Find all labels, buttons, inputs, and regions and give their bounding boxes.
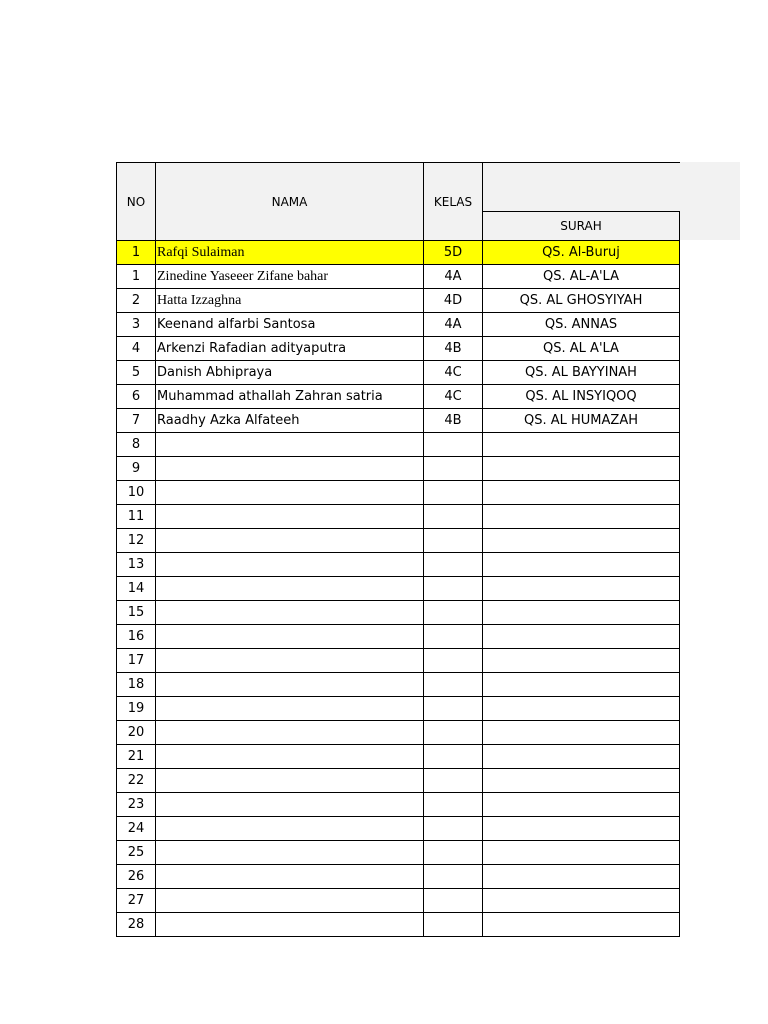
cell-surah[interactable] (483, 505, 680, 529)
cell-nama[interactable]: Muhammad athallah Zahran satria (156, 385, 424, 409)
cell-no[interactable]: 11 (117, 505, 156, 529)
cell-nama[interactable]: Danish Abhipraya (156, 361, 424, 385)
table-row (117, 601, 680, 625)
cell-surah[interactable]: QS. Al-Buruj (483, 241, 680, 265)
cell-kelas[interactable] (424, 817, 483, 841)
cell-kelas[interactable] (424, 505, 483, 529)
cell-no[interactable]: 17 (117, 649, 156, 673)
cell-surah[interactable] (483, 553, 680, 577)
table-row (117, 817, 680, 841)
cell-no[interactable]: 5 (117, 361, 156, 385)
cell-nama[interactable] (156, 913, 424, 937)
cell-surah[interactable] (483, 697, 680, 721)
student-table (116, 162, 680, 937)
cell-no[interactable]: 23 (117, 793, 156, 817)
table-row (117, 505, 680, 529)
cell-nama[interactable] (156, 553, 424, 577)
cell-nama[interactable]: Hatta Izzaghna (156, 289, 424, 313)
header-no[interactable]: NO (117, 163, 156, 241)
cell-nama[interactable] (156, 505, 424, 529)
cell-surah[interactable] (483, 769, 680, 793)
cell-no[interactable]: 27 (117, 889, 156, 913)
table-row (117, 673, 680, 697)
cell-surah[interactable] (483, 841, 680, 865)
table-row (117, 433, 680, 457)
table-row (117, 409, 680, 433)
table-row (117, 889, 680, 913)
cell-surah[interactable]: QS. AL-A'LA (483, 265, 680, 289)
cell-kelas[interactable]: 4B (424, 409, 483, 433)
table-row (117, 841, 680, 865)
table-row (117, 241, 680, 265)
table-row (117, 361, 680, 385)
table-row (117, 577, 680, 601)
cell-no[interactable]: 22 (117, 769, 156, 793)
header-kelas[interactable]: KELAS (424, 163, 483, 241)
cell-no[interactable]: 21 (117, 745, 156, 769)
cell-kelas[interactable] (424, 529, 483, 553)
cell-surah[interactable] (483, 745, 680, 769)
cell-kelas[interactable]: 5D (424, 241, 483, 265)
cell-surah[interactable]: QS. AL BAYYINAH (483, 361, 680, 385)
cell-no[interactable]: 10 (117, 481, 156, 505)
cell-nama[interactable] (156, 841, 424, 865)
cell-kelas[interactable]: 4B (424, 337, 483, 361)
cell-surah[interactable] (483, 577, 680, 601)
cell-nama[interactable] (156, 697, 424, 721)
header-nama[interactable]: NAMA (156, 163, 424, 241)
cell-nama[interactable] (156, 457, 424, 481)
cell-kelas[interactable] (424, 769, 483, 793)
table-row (117, 769, 680, 793)
cell-kelas[interactable] (424, 457, 483, 481)
table-row (117, 745, 680, 769)
cell-surah[interactable]: QS. AL GHOSYIYAH (483, 289, 680, 313)
table-row (117, 625, 680, 649)
cell-no[interactable]: 28 (117, 913, 156, 937)
header-surah[interactable]: SURAH (483, 212, 680, 241)
cell-nama[interactable] (156, 721, 424, 745)
cell-kelas[interactable]: 4C (424, 361, 483, 385)
cell-nama[interactable] (156, 577, 424, 601)
cell-no[interactable]: 1 (117, 241, 156, 265)
cell-kelas[interactable] (424, 433, 483, 457)
cell-no[interactable]: 18 (117, 673, 156, 697)
table-row (117, 721, 680, 745)
table-row (117, 265, 680, 289)
cell-nama[interactable] (156, 625, 424, 649)
cell-kelas[interactable] (424, 841, 483, 865)
cell-kelas[interactable] (424, 745, 483, 769)
cell-surah[interactable]: QS. AL HUMAZAH (483, 409, 680, 433)
cell-nama[interactable]: Zinedine Yaseeer Zifane bahar (156, 265, 424, 289)
cell-kelas[interactable] (424, 649, 483, 673)
table-row (117, 457, 680, 481)
cell-nama[interactable] (156, 793, 424, 817)
cell-surah[interactable] (483, 625, 680, 649)
table-row (117, 649, 680, 673)
table-row (117, 385, 680, 409)
cell-surah[interactable] (483, 433, 680, 457)
cell-no[interactable]: 6 (117, 385, 156, 409)
cell-surah[interactable] (483, 457, 680, 481)
cell-no[interactable]: 8 (117, 433, 156, 457)
cell-kelas[interactable] (424, 697, 483, 721)
cell-no[interactable]: 15 (117, 601, 156, 625)
cell-no[interactable]: 24 (117, 817, 156, 841)
table-row (117, 553, 680, 577)
table-row (117, 289, 680, 313)
table-row (117, 793, 680, 817)
cell-kelas[interactable]: 4D (424, 289, 483, 313)
cell-no[interactable]: 1 (117, 265, 156, 289)
table-row (117, 913, 680, 937)
table-row (117, 865, 680, 889)
cell-nama[interactable]: Arkenzi Rafadian adityaputra (156, 337, 424, 361)
cell-no[interactable]: 2 (117, 289, 156, 313)
cell-surah[interactable]: QS. AL A'LA (483, 337, 680, 361)
cell-surah[interactable]: QS. ANNAS (483, 313, 680, 337)
cell-no[interactable]: 4 (117, 337, 156, 361)
header-row (117, 163, 680, 212)
cell-nama[interactable]: Rafqi Sulaiman (156, 241, 424, 265)
cell-nama[interactable] (156, 865, 424, 889)
cell-nama[interactable] (156, 481, 424, 505)
cell-no[interactable]: 26 (117, 865, 156, 889)
cell-nama[interactable] (156, 769, 424, 793)
cell-no[interactable]: 25 (117, 841, 156, 865)
cell-nama[interactable] (156, 673, 424, 697)
header-blank-cell[interactable] (483, 163, 680, 212)
table-row (117, 481, 680, 505)
cell-surah[interactable] (483, 481, 680, 505)
cell-kelas[interactable] (424, 673, 483, 697)
table-row (117, 337, 680, 361)
cell-kelas[interactable] (424, 625, 483, 649)
cell-kelas[interactable] (424, 793, 483, 817)
table-header (117, 163, 680, 241)
cell-nama[interactable] (156, 889, 424, 913)
cell-surah[interactable] (483, 817, 680, 841)
cell-nama[interactable]: Raadhy Azka Alfateeh (156, 409, 424, 433)
cell-surah[interactable] (483, 529, 680, 553)
cell-no[interactable]: 7 (117, 409, 156, 433)
cell-kelas[interactable] (424, 553, 483, 577)
cell-nama[interactable] (156, 745, 424, 769)
cell-kelas[interactable] (424, 481, 483, 505)
cell-kelas[interactable] (424, 889, 483, 913)
cell-no[interactable]: 16 (117, 625, 156, 649)
table-row (117, 697, 680, 721)
cell-nama[interactable] (156, 529, 424, 553)
cell-surah[interactable] (483, 793, 680, 817)
cell-nama[interactable]: Keenand alfarbi Santosa (156, 313, 424, 337)
cell-kelas[interactable] (424, 577, 483, 601)
cell-surah[interactable]: QS. AL INSYIQOQ (483, 385, 680, 409)
cell-no[interactable]: 9 (117, 457, 156, 481)
cell-surah[interactable] (483, 913, 680, 937)
cell-nama[interactable] (156, 817, 424, 841)
cell-surah[interactable] (483, 889, 680, 913)
cell-no[interactable]: 20 (117, 721, 156, 745)
cell-kelas[interactable] (424, 601, 483, 625)
cell-surah[interactable] (483, 649, 680, 673)
cell-kelas[interactable] (424, 913, 483, 937)
cell-no[interactable]: 12 (117, 529, 156, 553)
cell-surah[interactable] (483, 673, 680, 697)
table-body (117, 241, 680, 937)
cell-surah[interactable] (483, 721, 680, 745)
cell-nama[interactable] (156, 601, 424, 625)
cell-kelas[interactable]: 4A (424, 265, 483, 289)
cell-nama[interactable] (156, 433, 424, 457)
cell-kelas[interactable] (424, 865, 483, 889)
cell-surah[interactable] (483, 601, 680, 625)
cell-nama[interactable] (156, 649, 424, 673)
cell-no[interactable]: 19 (117, 697, 156, 721)
cell-kelas[interactable]: 4C (424, 385, 483, 409)
cell-kelas[interactable]: 4A (424, 313, 483, 337)
table-row (117, 313, 680, 337)
cell-no[interactable]: 14 (117, 577, 156, 601)
cell-surah[interactable] (483, 865, 680, 889)
table-row (117, 529, 680, 553)
cell-no[interactable]: 3 (117, 313, 156, 337)
cell-kelas[interactable] (424, 721, 483, 745)
cell-no[interactable]: 13 (117, 553, 156, 577)
